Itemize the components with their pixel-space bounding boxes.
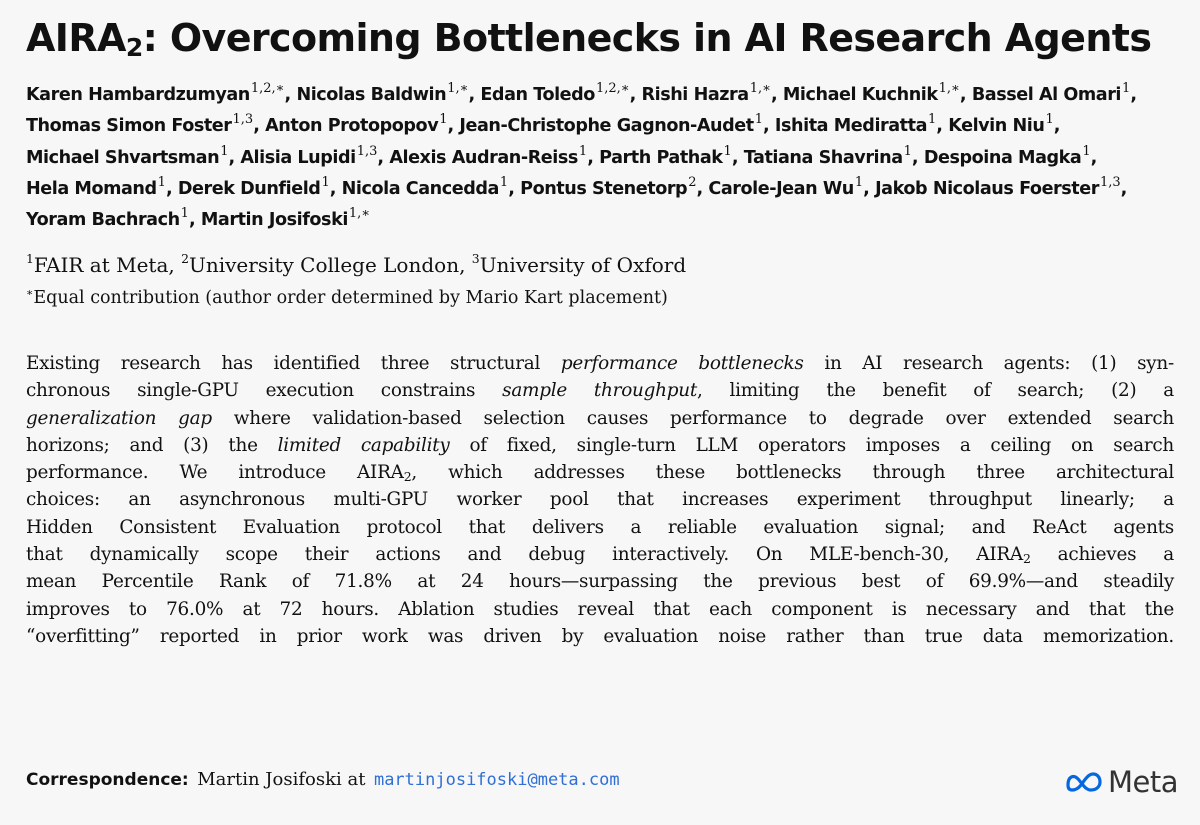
author-name: Tatiana Shavrina$^1$, <box>743 143 919 168</box>
paper-title: $AIRA_2$: Overcoming Bottlenecks in AI Research Agents <box>26 16 1152 62</box>
author-name: Ishita Mediratta$^1$, <box>774 112 943 137</box>
affiliation-text: University College London, <box>189 253 466 277</box>
author-name: Michael Shvartsman$^1$, <box>26 143 235 168</box>
author-name: Carole-Jean Wu$^1$, <box>708 174 870 199</box>
abstract-line: chronous single-GPU execution constrains sample throughput, limiting the benefit of search; (2) a <box>26 380 1174 402</box>
author-name: Edan Toledo$^{1,2,∗}$, <box>480 81 636 105</box>
abstract-line: Hidden Consistent Evaluation protocol that delivers a reliable evaluation signal; and ReAct agents <box>26 516 1174 538</box>
author-name: Alexis Audran-Reiss$^1$, <box>389 143 594 168</box>
author-name: Hela Momand$^1$, <box>26 174 173 199</box>
affiliations: $^1$FAIR at Meta, $^2$University College London, $^3$University of Oxford <box>26 251 687 277</box>
author-name: Bassel Al Omari$^1$, <box>971 81 1137 105</box>
affiliation-text: FAIR at Meta, <box>33 253 175 277</box>
abstract-line: performance. We introduce $AIRA_2$, which addresses these bottlenecks through three architectural <box>26 462 1175 485</box>
author-name: Karen Hambardzumyan$^{1,2,∗}$, <box>26 81 291 105</box>
author-name: Kelvin Niu$^1$, <box>948 112 1060 137</box>
author-name: Alisia Lupidi$^{1,3}$, <box>240 143 384 168</box>
correspondence-name: Martin Josifoski at <box>197 769 366 790</box>
abstract-line: improves to 76.0% at 72 hours. Ablation studies reveal that each component is necessary and that the <box>26 598 1174 620</box>
author-name: Despoina Magka$^1$, <box>923 143 1097 168</box>
author-name: Pontus Stenetorp$^2$, <box>520 174 703 199</box>
author-name: Nicola Cancedda$^1$, <box>341 174 515 199</box>
author-name: Martin Josifoski$^{1,∗}$ <box>200 206 371 231</box>
abstract-line: Existing research has identified three structural performance bottlenecks in AI research agents: (1) syn- <box>26 353 1174 374</box>
meta-wordmark: Meta <box>1108 765 1179 799</box>
correspondence-label: Correspondence: <box>26 770 189 790</box>
author-name: Thomas Simon Foster$^{1,3}$, <box>26 112 260 137</box>
equal-contribution-note: ∗Equal contribution (author order determined by Mario Kart placement) <box>26 286 668 308</box>
abstract-line: horizons; and (3) the limited capability of fixed, single-turn LLM operators imposes a ceiling on search <box>26 434 1174 456</box>
author-list <box>26 80 1186 236</box>
abstract-line: mean Percentile Rank of 71.8% at 24 hours—surpassing the previous best of 69.9%—and steadily <box>26 571 1174 593</box>
correspondence <box>26 769 620 790</box>
author-name: Derek Dunfield$^1$, <box>177 174 336 199</box>
author-name: Anton Protopopov$^1$, <box>265 112 454 137</box>
author-name: Michael Kuchnik$^{1,∗}$, <box>782 81 967 105</box>
author-name: Parth Pathak$^1$, <box>599 143 739 168</box>
abstract-line: generalization gap where validation-based selection causes performance to degrade over extended search <box>26 407 1174 429</box>
abstract-line: “overfitting” reported in prior work was driven by evaluation noise rather than true data memorization. <box>26 625 1174 647</box>
author-name: Nicolas Baldwin$^{1,∗}$, <box>296 81 475 105</box>
affiliation-text: University of Oxford <box>479 253 687 277</box>
abstract <box>26 350 1174 650</box>
correspondence-email-link[interactable]: martinjosifoski@meta.com <box>373 770 620 790</box>
author-name: Rishi Hazra$^{1,∗}$, <box>641 81 778 105</box>
meta-logo <box>1064 765 1178 799</box>
abstract-line: that dynamically scope their actions and debug interactively. On MLE-bench-30, $AIRA_2$ achieves a <box>26 544 1174 567</box>
author-name: Jakob Nicolaus Foerster$^{1,3}$, <box>875 174 1127 199</box>
meta-infinity-icon <box>1064 771 1104 793</box>
author-name: Jean-Christophe Gagnon-Audet$^1$, <box>459 112 770 137</box>
abstract-line: choices: an asynchronous multi-GPU worker pool that increases experiment throughput linearly; a <box>26 489 1174 511</box>
author-name: Yoram Bachrach$^1$, <box>26 206 196 231</box>
